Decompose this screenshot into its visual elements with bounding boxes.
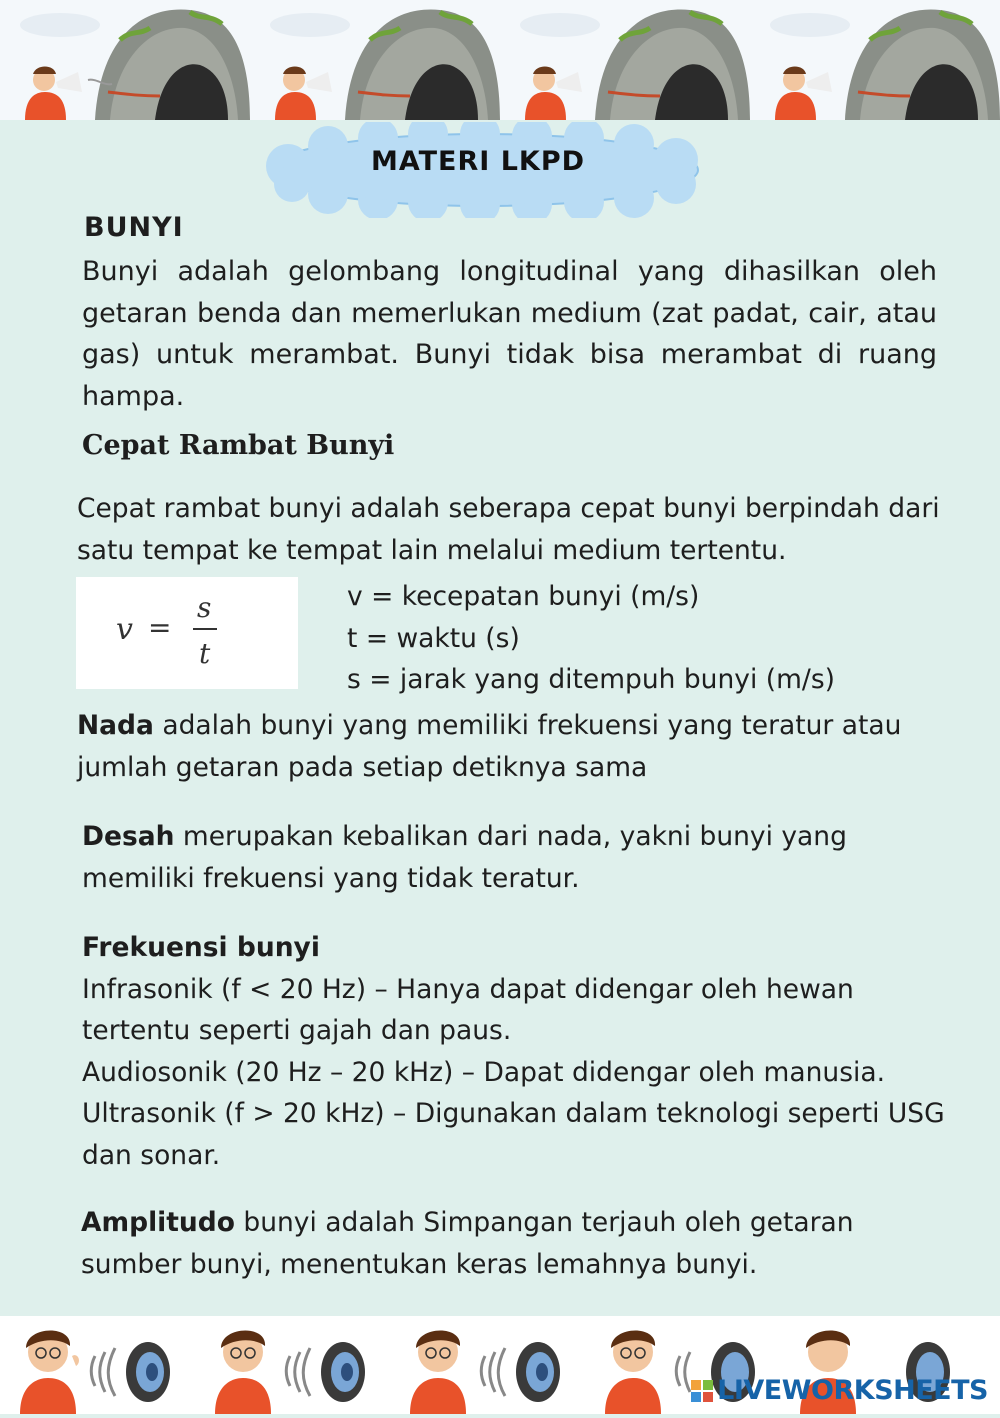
legend-s: s = jarak yang ditempuh bunyi (m/s) [347,664,835,695]
liveworksheets-logo-icon [691,1380,713,1402]
legend-t: t = waktu (s) [347,622,520,654]
title-cloud [258,122,718,218]
page-title: MATERI LKPD [370,146,586,177]
formula-numerator: s [197,591,212,624]
frekuensi-heading: Frekuensi bunyi [82,932,320,963]
frekuensi-section [82,927,962,1176]
nada-paragraph [77,705,957,788]
liveworksheets-watermark [691,1375,988,1406]
top-banner [0,0,1000,120]
amplitudo-term: Amplitudo [81,1207,235,1238]
nada-term: Nada [77,710,154,741]
legend-v: v = kecepatan bunyi (m/s) [347,581,700,612]
amplitudo-text: bunyi adalah Simpangan terjauh oleh getaran sumber bunyi, menentukan keras lemahnya bunyi. [81,1207,854,1280]
formula-denominator: t [199,637,211,670]
cepat-rambat-definition: Cepat rambat bunyi adalah seberapa cepat bunyi berpindah dari satu tempat ke tempat lain melalui medium tertentu. [77,493,940,566]
cave-echo-illustration [750,0,1000,120]
audiosonik-text: Audiosonik (20 Hz – 20 kHz) – Dapat didengar oleh manusia. [82,1056,886,1088]
ultrasonik-text: Ultrasonik (f > 20 kHz) – Digunakan dalam teknologi seperti USG dan sonar. [82,1098,945,1171]
desah-paragraph [82,816,952,899]
desah-term: Desah [82,821,175,852]
boy-speaker-illustration [0,1316,195,1414]
cave-echo-illustration [0,0,250,120]
desah-text: merupakan kebalikan dari nada, yakni bunyi yang memiliki frekuensi yang tidak teratur. [82,821,847,894]
formula-lhs: v [116,612,133,647]
heading-cepat-rambat: Cepat Rambat Bunyi [82,430,395,461]
bunyi-definition: Bunyi adalah gelombang longitudinal yang dihasilkan oleh getaran benda dan memerlukan medium (zat padat, cair, atau gas) untuk merambat. Bunyi tidak bisa merambat di ruang hampa. [82,256,937,412]
cave-echo-illustration [500,0,750,120]
boy-speaker-illustration [390,1316,585,1414]
boy-speaker-illustration [195,1316,390,1414]
speed-formula [76,577,298,689]
infrasonik-text: Infrasonik (f < 20 Hz) – Hanya dapat didengar oleh hewan tertentu seperti gajah dan paus. [82,973,854,1046]
heading-bunyi: BUNYI [84,212,184,243]
watermark-text: LIVEWORKSHEETS [717,1375,988,1406]
formula-equals: = [148,611,172,644]
cave-echo-illustration [250,0,500,120]
amplitudo-paragraph [81,1202,961,1285]
formula-legend [347,576,835,701]
nada-text: adalah bunyi yang memiliki frekuensi yang teratur atau jumlah getaran pada setiap detiknya sama [77,710,902,783]
